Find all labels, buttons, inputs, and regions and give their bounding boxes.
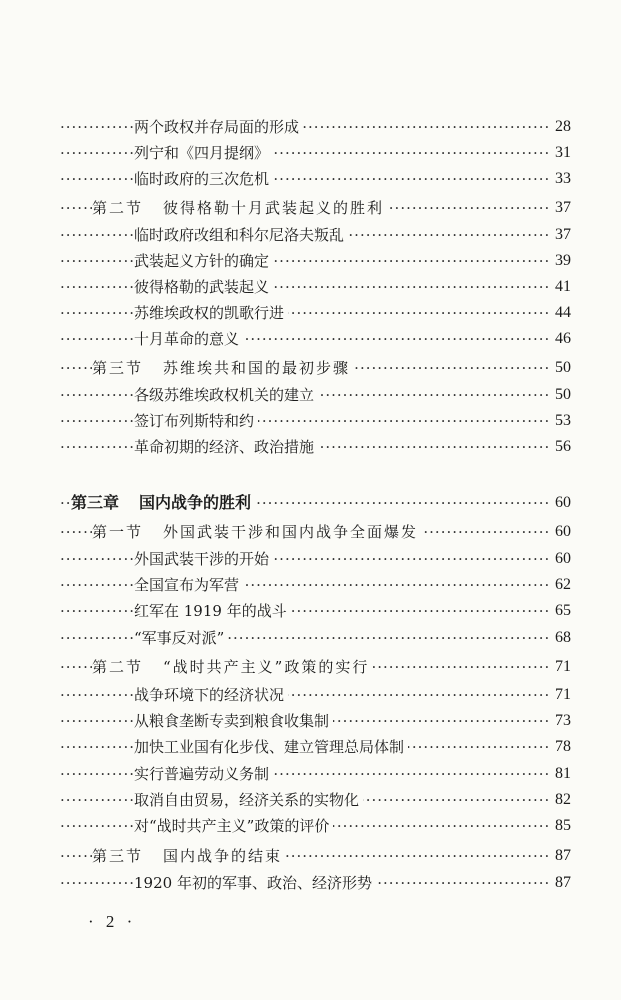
- toc-entry-title: 1920 年初的军事、政治、经济形势: [134, 870, 376, 896]
- toc-entry-page: 53: [551, 408, 571, 434]
- toc-section-number: 第三节: [92, 847, 144, 865]
- toc-entry-title: 革命初期的经济、政治措施: [134, 434, 318, 460]
- toc-entry-page: 87: [551, 870, 571, 896]
- toc-entry[interactable]: [0, 708, 621, 734]
- toc-entry-page: 37: [551, 195, 571, 221]
- toc-entry[interactable]: [0, 222, 621, 248]
- toc-entry[interactable]: [0, 140, 621, 166]
- toc-entry-page: 44: [551, 300, 571, 326]
- toc-section[interactable]: [0, 355, 621, 381]
- toc-entry-title: 战争环境下的经济状况: [134, 682, 288, 708]
- toc-entry[interactable]: [0, 598, 621, 624]
- toc-chapter[interactable]: [0, 490, 621, 516]
- toc-entry-title: 彼得格勒的武装起义: [134, 274, 273, 300]
- toc-entry-page: 56: [551, 434, 571, 460]
- toc-entry-title: 临时政府改组和科尔尼洛夫叛乱: [134, 222, 348, 248]
- toc-entry-title: 临时政府的三次危机: [134, 166, 273, 192]
- toc-entry-page: 85: [551, 813, 571, 839]
- toc-entry[interactable]: [0, 761, 621, 787]
- toc-entry-title: 武装起义方针的确定: [134, 248, 273, 274]
- toc-entry-page: 46: [551, 326, 571, 352]
- toc-entry[interactable]: [0, 274, 621, 300]
- toc-entry[interactable]: [0, 248, 621, 274]
- toc-chapter-title: 国内战争的胜利: [139, 493, 252, 512]
- toc-entry[interactable]: [0, 572, 621, 598]
- toc-entry-page: 31: [551, 140, 571, 166]
- toc-entry[interactable]: [0, 382, 621, 408]
- toc-section-title: 彼得格勒十月武装起义的胜利: [163, 199, 385, 217]
- toc-entry[interactable]: [0, 734, 621, 760]
- toc-entry-page: 68: [551, 625, 571, 651]
- toc-entry-title: 两个政权并存局面的形成: [134, 114, 303, 140]
- toc-entry-title: 从粮食垄断专卖到粮食收集制: [134, 708, 333, 734]
- toc-entry-title: 对“战时共产主义”政策的评价: [134, 813, 333, 839]
- toc-section-number: 第一节: [92, 523, 144, 541]
- toc-entry-page: 50: [551, 355, 571, 381]
- toc-entry-page: 50: [551, 382, 571, 408]
- toc-entry[interactable]: [0, 625, 621, 651]
- toc-section-title: 国内战争的结束: [163, 847, 283, 865]
- toc-entry-page: 62: [551, 572, 571, 598]
- toc-entry-title: 实行普遍劳动义务制: [134, 761, 273, 787]
- toc-entry-page: 37: [551, 222, 571, 248]
- toc-entry-title: 列宁和《四月提纲》: [134, 140, 273, 166]
- toc-entry[interactable]: [0, 408, 621, 434]
- toc-entry[interactable]: [0, 300, 621, 326]
- toc-section-number: 第二节: [92, 658, 144, 676]
- toc-entry-page: 65: [551, 598, 571, 624]
- toc-section-number: 第三节: [92, 359, 144, 377]
- toc-section-number: 第二节: [92, 199, 144, 217]
- toc-entry-title: 红军在 1919 年的战斗: [134, 598, 291, 624]
- toc-entry-page: 71: [551, 682, 571, 708]
- toc-entry-title: 取消自由贸易，经济关系的实物化: [134, 787, 363, 813]
- toc-entry-title: 苏维埃政权的凯歌行进: [134, 300, 288, 326]
- toc-entry-page: 41: [551, 274, 571, 300]
- toc-section[interactable]: [0, 195, 621, 221]
- toc-entry-page: 87: [551, 843, 571, 869]
- toc-section-title: 苏维埃共和国的最初步骤: [163, 359, 351, 377]
- toc-section[interactable]: [0, 519, 621, 545]
- toc-section[interactable]: [0, 843, 621, 869]
- toc-entry-page: 73: [551, 708, 571, 734]
- toc-entry[interactable]: [0, 813, 621, 839]
- toc-entry[interactable]: [0, 326, 621, 352]
- toc-entry[interactable]: [0, 787, 621, 813]
- toc-section[interactable]: [0, 654, 621, 680]
- toc-entry-page: 60: [551, 490, 571, 516]
- toc-entry-page: 60: [551, 546, 571, 572]
- page-number: · 2 ·: [88, 912, 137, 931]
- toc-chapter-number: 第三章: [71, 493, 120, 512]
- toc-entry[interactable]: [0, 434, 621, 460]
- toc-entry-page: 78: [551, 734, 571, 760]
- toc-entry-title: 外国武装干涉的开始: [134, 546, 273, 572]
- toc-entry-page: 81: [551, 761, 571, 787]
- toc-section-title: 外国武装干涉和国内战争全面爆发: [163, 523, 419, 541]
- toc-entry-title: 全国宣布为军营: [134, 572, 243, 598]
- toc-entry-title: 各级苏维埃政权机关的建立: [134, 382, 318, 408]
- toc-entry-title: 加快工业国有化步伐、建立管理总局体制: [134, 734, 408, 760]
- toc-entry-page: 71: [551, 654, 571, 680]
- toc-section-title: “战时共产主义”政策的实行: [163, 658, 370, 676]
- toc-entry-title: 签订布列斯特和约: [134, 408, 258, 434]
- toc-entry-page: 39: [551, 248, 571, 274]
- toc-entry[interactable]: [0, 114, 621, 140]
- toc-entry[interactable]: [0, 870, 621, 896]
- toc-entry-page: 60: [551, 519, 571, 545]
- toc-entry-title: “军事反对派”: [134, 625, 228, 651]
- toc-entry[interactable]: [0, 166, 621, 192]
- toc-entry-page: 82: [551, 787, 571, 813]
- toc-entry-page: 28: [551, 114, 571, 140]
- toc-entry-title: 十月革命的意义: [134, 326, 243, 352]
- toc-entry-page: 33: [551, 166, 571, 192]
- toc-entry[interactable]: [0, 546, 621, 572]
- toc-entry[interactable]: [0, 682, 621, 708]
